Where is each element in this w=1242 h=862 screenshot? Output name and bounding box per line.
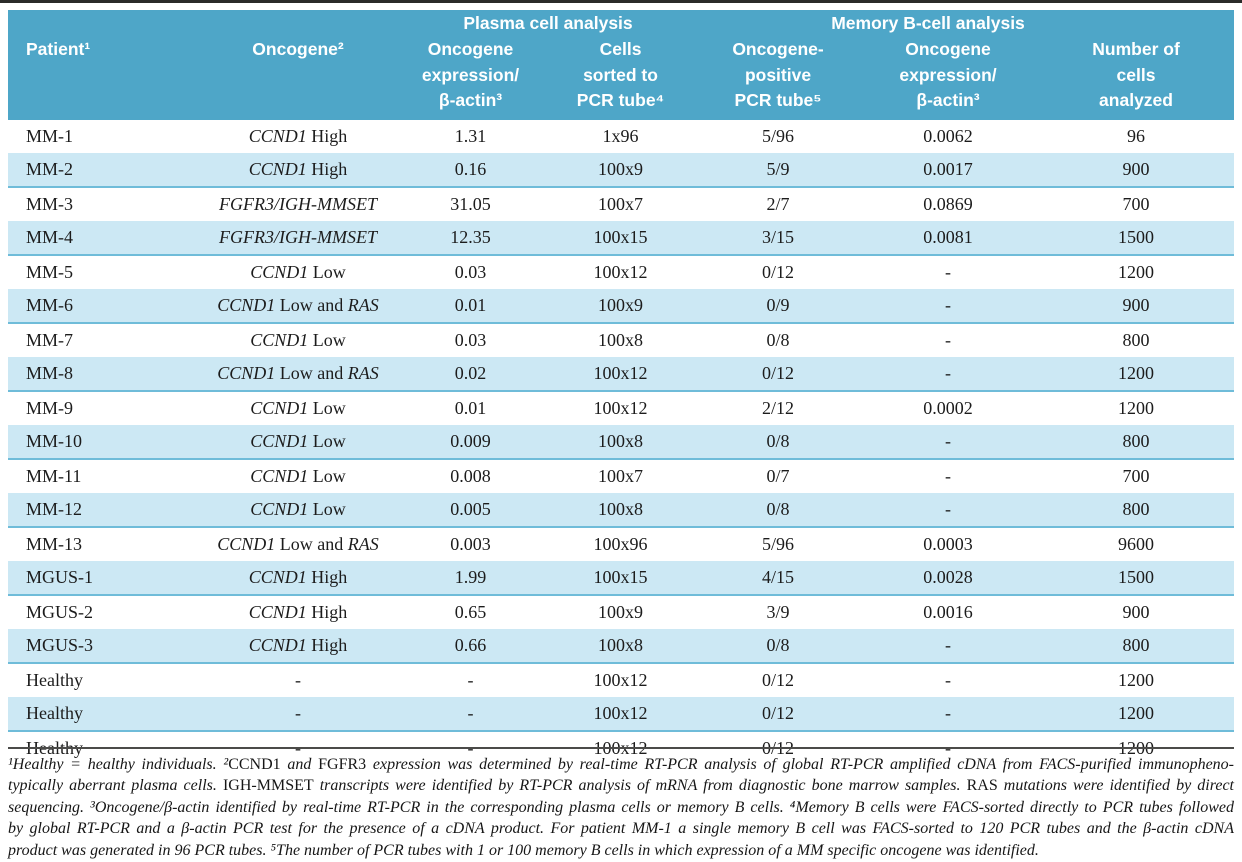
- cell-patient: MM-11: [8, 459, 198, 493]
- cell-expr_plasma: 0.03: [398, 323, 543, 357]
- cell-patient: Healthy: [8, 663, 198, 697]
- table-row-mm-9: [8, 391, 1234, 425]
- gene-name: FGFR3/IGH-MMSET: [219, 226, 377, 247]
- table-row-healthy: [8, 697, 1234, 731]
- column-header-expr_plasma: [398, 37, 543, 120]
- gene-name: CCND1: [250, 329, 309, 350]
- gene-name: CCND1: [250, 261, 309, 282]
- cell-oncogene: [198, 153, 398, 187]
- cell-cells_sorted: 100x8: [543, 425, 698, 459]
- gene-name: CCND1: [248, 158, 307, 179]
- cell-pos_tube: 5/9: [698, 153, 858, 187]
- column-header-line: analyzed: [1099, 90, 1173, 110]
- group-spacer-right: [1038, 10, 1234, 37]
- cell-cells_sorted: 100x9: [543, 289, 698, 323]
- table-row-mgus-2: [8, 595, 1234, 629]
- gene-name: CCND1: [248, 601, 307, 622]
- text-segment: High: [306, 566, 348, 587]
- gene-name: IGH-MMSET: [222, 777, 314, 795]
- cell-n_cells: 800: [1038, 425, 1234, 459]
- cell-n_cells: 900: [1038, 289, 1234, 323]
- column-header-line: sorted to: [583, 64, 658, 85]
- footnote-line-1: [8, 754, 1234, 775]
- cell-cells_sorted: 100x12: [543, 357, 698, 391]
- cell-expr_memory: 0.0869: [858, 187, 1038, 221]
- gene-name: RAS: [347, 533, 379, 554]
- cell-oncogene: [198, 323, 398, 357]
- column-header-line: PCR tube⁴: [576, 90, 665, 110]
- cell-pos_tube: 0/12: [698, 697, 858, 731]
- cell-n_cells: 1200: [1038, 663, 1234, 697]
- text-segment: Low and: [275, 362, 348, 383]
- cell-patient: MM-1: [8, 120, 198, 153]
- cell-expr_plasma: 0.005: [398, 493, 543, 527]
- table-row-mm-2: [8, 153, 1234, 187]
- footnotes: [8, 747, 1234, 861]
- gene-name: CCND1: [217, 533, 276, 554]
- table-row-mm-8: [8, 357, 1234, 391]
- cell-oncogene: -: [198, 731, 398, 765]
- cell-pos_tube: 0/12: [698, 357, 858, 391]
- cell-n_cells: 1500: [1038, 221, 1234, 255]
- table-row-mm-1: [8, 120, 1234, 153]
- cell-patient: MM-8: [8, 357, 198, 391]
- cell-cells_sorted: 100x12: [543, 731, 698, 765]
- cell-pos_tube: 0/12: [698, 731, 858, 765]
- cell-pos_tube: 0/9: [698, 289, 858, 323]
- column-header-line: positive: [744, 64, 812, 85]
- cell-oncogene: [198, 289, 398, 323]
- cell-patient: MM-10: [8, 425, 198, 459]
- table-header: [8, 10, 1234, 120]
- cell-expr_memory: -: [858, 289, 1038, 323]
- cell-pos_tube: 4/15: [698, 561, 858, 595]
- cell-expr_plasma: 0.02: [398, 357, 543, 391]
- cell-pos_tube: 2/12: [698, 391, 858, 425]
- cell-oncogene: [198, 357, 398, 391]
- text-segment: High: [306, 125, 348, 146]
- text-segment: Low: [308, 498, 346, 519]
- cell-n_cells: 800: [1038, 493, 1234, 527]
- column-header-n_cells: [1038, 37, 1234, 120]
- cell-expr_plasma: 0.01: [398, 391, 543, 425]
- cell-expr_memory: -: [858, 493, 1038, 527]
- cell-pos_tube: 0/12: [698, 663, 858, 697]
- cell-cells_sorted: 100x9: [543, 595, 698, 629]
- cell-expr_plasma: 1.31: [398, 120, 543, 153]
- column-header-cells_sorted: [543, 37, 698, 120]
- column-header-line: expression/: [421, 64, 520, 85]
- cell-patient: MM-12: [8, 493, 198, 527]
- gene-name: CCND1: [250, 498, 309, 519]
- table-row-healthy: [8, 663, 1234, 697]
- cell-expr_memory: -: [858, 357, 1038, 391]
- cell-patient: MGUS-1: [8, 561, 198, 595]
- cell-patient: Healthy: [8, 731, 198, 765]
- text-segment: Low: [308, 329, 346, 350]
- cell-expr_memory: -: [858, 459, 1038, 493]
- cell-cells_sorted: 100x7: [543, 459, 698, 493]
- table-row-mm-10: [8, 425, 1234, 459]
- column-header-line: Oncogene-: [732, 39, 824, 59]
- gene-name: CCND1: [250, 397, 309, 418]
- cell-cells_sorted: 100x12: [543, 697, 698, 731]
- cell-n_cells: 800: [1038, 629, 1234, 663]
- text-segment: Low and: [275, 294, 348, 315]
- cell-oncogene: [198, 493, 398, 527]
- cell-oncogene: [198, 120, 398, 153]
- cell-pos_tube: 0/8: [698, 323, 858, 357]
- cell-n_cells: 1200: [1038, 391, 1234, 425]
- cell-expr_plasma: 0.01: [398, 289, 543, 323]
- cell-n_cells: 700: [1038, 459, 1234, 493]
- cell-oncogene: [198, 391, 398, 425]
- cell-expr_memory: 0.0017: [858, 153, 1038, 187]
- cell-cells_sorted: 100x96: [543, 527, 698, 561]
- cell-cells_sorted: 100x15: [543, 221, 698, 255]
- cell-oncogene: -: [198, 697, 398, 731]
- gene-name: CCND1: [228, 756, 281, 773]
- column-header-pos_tube: [698, 37, 858, 120]
- cell-cells_sorted: 100x12: [543, 255, 698, 289]
- cell-expr_memory: -: [858, 323, 1038, 357]
- footnote-line-5: [8, 840, 1234, 861]
- group-header-plasma: Plasma cell analysis: [398, 10, 698, 37]
- cell-expr_plasma: -: [398, 731, 543, 765]
- text-segment: Low: [308, 465, 346, 486]
- cell-cells_sorted: 100x9: [543, 153, 698, 187]
- table-row-mm-7: [8, 323, 1234, 357]
- cell-cells_sorted: 100x8: [543, 493, 698, 527]
- gene-name: CCND1: [248, 634, 307, 655]
- group-spacer-left: [8, 10, 398, 37]
- cell-expr_plasma: 1.99: [398, 561, 543, 595]
- cell-oncogene: -: [198, 663, 398, 697]
- column-header-line: Oncogene: [427, 39, 514, 59]
- column-header-line: PCR tube⁵: [734, 90, 822, 110]
- text-segment: mutations were identified by direct: [997, 777, 1235, 795]
- text-segment: Low: [308, 261, 346, 282]
- cell-cells_sorted: 100x8: [543, 629, 698, 663]
- cell-cells_sorted: 100x12: [543, 391, 698, 425]
- gene-name: CCND1: [217, 294, 276, 315]
- footnote-line-4: [8, 818, 1234, 839]
- cell-oncogene: [198, 255, 398, 289]
- text-segment: Low: [308, 430, 346, 451]
- text-segment: ¹Healthy = healthy individuals. ²: [8, 756, 229, 773]
- column-header-oncogene: [198, 37, 398, 120]
- gene-name: CCND1: [217, 362, 276, 383]
- cell-cells_sorted: 1x96: [543, 120, 698, 153]
- cell-pos_tube: 2/7: [698, 187, 858, 221]
- cell-oncogene: [198, 221, 398, 255]
- cell-expr_memory: -: [858, 663, 1038, 697]
- cell-expr_memory: -: [858, 629, 1038, 663]
- cell-pos_tube: 5/96: [698, 527, 858, 561]
- cell-oncogene: [198, 187, 398, 221]
- table-row-mm-12: [8, 493, 1234, 527]
- cell-patient: MM-5: [8, 255, 198, 289]
- cell-expr_plasma: 31.05: [398, 187, 543, 221]
- cell-patient: MM-13: [8, 527, 198, 561]
- text-segment: transcripts were identified by RT-PCR analysis of mRNA from diagnostic bone marrow samples.: [313, 777, 967, 795]
- gene-name: CCND1: [250, 465, 309, 486]
- cell-expr_plasma: 0.008: [398, 459, 543, 493]
- cell-expr_plasma: 0.16: [398, 153, 543, 187]
- top-rule: [0, 0, 1242, 3]
- cell-expr_memory: -: [858, 255, 1038, 289]
- cell-n_cells: 900: [1038, 595, 1234, 629]
- column-header-patient: [8, 37, 198, 120]
- column-header-line: Patient¹: [26, 39, 91, 59]
- table-row-mm-5: [8, 255, 1234, 289]
- cell-expr_plasma: 0.65: [398, 595, 543, 629]
- column-header-line: Cells: [599, 39, 642, 59]
- cell-pos_tube: 0/12: [698, 255, 858, 289]
- gene-name: RAS: [966, 777, 998, 795]
- gene-name: RAS: [347, 362, 379, 383]
- cell-expr_memory: -: [858, 425, 1038, 459]
- group-header-row: [8, 10, 1234, 37]
- table-row-mm-6: [8, 289, 1234, 323]
- table-row-mm-13: [8, 527, 1234, 561]
- footnote-line-3: [8, 797, 1234, 818]
- cell-cells_sorted: 100x8: [543, 323, 698, 357]
- cell-patient: MM-9: [8, 391, 198, 425]
- table-row-mm-3: [8, 187, 1234, 221]
- cell-expr_memory: 0.0062: [858, 120, 1038, 153]
- cell-patient: MGUS-3: [8, 629, 198, 663]
- text-segment: expression was determined by real-time RT-PCR analysis of global RT-PCR amplified cDNA from FACS-purified immunopheno-: [366, 756, 1234, 773]
- cell-expr_memory: 0.0003: [858, 527, 1038, 561]
- text-segment: sequencing. ³Oncogene/β-actin identified by real-time RT-PCR in the corresponding plasma cells or memory B cells. ⁴Memory B cells were FACS-sorted directly to PCR tubes followed: [8, 798, 1234, 816]
- column-header-line: Oncogene: [905, 39, 991, 59]
- text-segment: typically aberrant plasma cells.: [8, 777, 223, 795]
- text-segment: High: [306, 601, 348, 622]
- cell-expr_memory: 0.0002: [858, 391, 1038, 425]
- gene-name: RAS: [347, 294, 379, 315]
- cell-pos_tube: 0/8: [698, 425, 858, 459]
- text-segment: Low: [308, 397, 346, 418]
- cell-cells_sorted: 100x7: [543, 187, 698, 221]
- cell-cells_sorted: 100x15: [543, 561, 698, 595]
- cell-oncogene: [198, 561, 398, 595]
- cell-expr_plasma: -: [398, 697, 543, 731]
- cell-patient: MM-6: [8, 289, 198, 323]
- cell-n_cells: 1200: [1038, 255, 1234, 289]
- cell-oncogene: [198, 527, 398, 561]
- cell-cells_sorted: 100x12: [543, 663, 698, 697]
- table-body: [8, 120, 1234, 765]
- footnote-line-2: [8, 775, 1234, 796]
- cell-n_cells: 1200: [1038, 731, 1234, 765]
- column-header-line: β-actin³: [916, 90, 980, 110]
- text-segment: and: [280, 756, 319, 773]
- cell-n_cells: 1500: [1038, 561, 1234, 595]
- gene-name: CCND1: [248, 566, 307, 587]
- cell-patient: MM-4: [8, 221, 198, 255]
- cell-expr_plasma: 0.03: [398, 255, 543, 289]
- cell-n_cells: 800: [1038, 323, 1234, 357]
- cell-patient: MGUS-2: [8, 595, 198, 629]
- gene-name: CCND1: [248, 125, 307, 146]
- cell-oncogene: [198, 595, 398, 629]
- gene-name: CCND1: [250, 430, 309, 451]
- cell-expr_plasma: 0.009: [398, 425, 543, 459]
- cell-expr_memory: -: [858, 697, 1038, 731]
- cell-pos_tube: 0/7: [698, 459, 858, 493]
- text-segment: High: [306, 158, 348, 179]
- cell-pos_tube: 0/8: [698, 493, 858, 527]
- table-row-mgus-1: [8, 561, 1234, 595]
- cell-n_cells: 1200: [1038, 357, 1234, 391]
- cell-pos_tube: 3/9: [698, 595, 858, 629]
- cell-pos_tube: 3/15: [698, 221, 858, 255]
- cell-n_cells: 9600: [1038, 527, 1234, 561]
- cell-expr_plasma: 12.35: [398, 221, 543, 255]
- oncogene-expression-table: [8, 10, 1234, 765]
- cell-pos_tube: 0/8: [698, 629, 858, 663]
- cell-patient: MM-2: [8, 153, 198, 187]
- text-segment: High: [306, 634, 348, 655]
- group-header-memory: Memory B-cell analysis: [698, 10, 1038, 37]
- column-header-row: [8, 37, 1234, 120]
- cell-n_cells: 96: [1038, 120, 1234, 153]
- cell-expr_memory: -: [858, 731, 1038, 765]
- cell-n_cells: 1200: [1038, 697, 1234, 731]
- cell-expr_memory: 0.0028: [858, 561, 1038, 595]
- table-row-mgus-3: [8, 629, 1234, 663]
- cell-oncogene: [198, 425, 398, 459]
- gene-name: FGFR3: [318, 756, 367, 773]
- cell-pos_tube: 5/96: [698, 120, 858, 153]
- cell-n_cells: 900: [1038, 153, 1234, 187]
- cell-expr_memory: 0.0081: [858, 221, 1038, 255]
- column-header-line: expression/: [899, 64, 997, 85]
- text-segment: by global RT-PCR and a β-actin PCR test for the presence of a cDNA product. For patient MM-1 a single memory B cell was FACS-sorted to 120 PCR tubes and the β-actin cDNA: [8, 820, 1234, 838]
- cell-patient: MM-7: [8, 323, 198, 357]
- cell-n_cells: 700: [1038, 187, 1234, 221]
- cell-patient: Healthy: [8, 697, 198, 731]
- text-segment: Low and: [275, 533, 348, 554]
- cell-oncogene: [198, 629, 398, 663]
- cell-oncogene: [198, 459, 398, 493]
- cell-expr_memory: 0.0016: [858, 595, 1038, 629]
- column-header-line: Number of: [1092, 39, 1180, 59]
- cell-expr_plasma: 0.66: [398, 629, 543, 663]
- cell-expr_plasma: -: [398, 663, 543, 697]
- table-row-mm-11: [8, 459, 1234, 493]
- cell-patient: MM-3: [8, 187, 198, 221]
- column-header-line: β-actin³: [438, 90, 503, 110]
- column-header-line: cells: [1116, 64, 1156, 85]
- column-header-line: Oncogene²: [252, 39, 344, 59]
- cell-expr_plasma: 0.003: [398, 527, 543, 561]
- table-row-mm-4: [8, 221, 1234, 255]
- text-segment: product was generated in 96 PCR tubes. ⁵The number of PCR tubes with 1 or 100 memory B cells in which expression of a MM specific oncogene was identified.: [8, 841, 1039, 859]
- column-header-expr_memory: [858, 37, 1038, 120]
- gene-name: FGFR3/IGH-MMSET: [219, 193, 377, 214]
